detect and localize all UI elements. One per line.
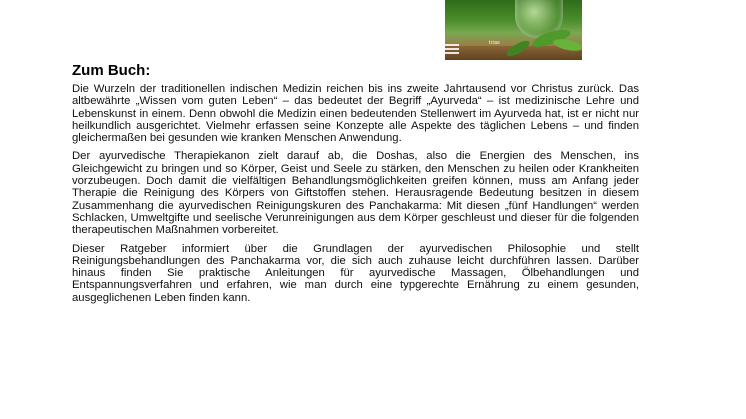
paragraph-2: Der ayurvedische Therapiekanon zielt darauf ab, die Doshas, also die Energien des Menschen, ins Gleichgewicht zu bringen und so Körper, Geist und Seele zu stärken, den Menschen zu heilen oder Krankheiten vorzubeugen. Doch damit die vielfältigen Behandlungsmöglichkeiten greifen können, muss am Anfang jeder Therapie die Reinigung des Körpers von Giftstoffen stehen. Herausragende Bedeutung besitzen in diesem Zusammenhang die ayurvedischen Reinigungskuren des Panchakarma: Mit diesen „fünf Handlungen“ werden Schlacken, Umweltgifte und seelische Verunreinigungen aus dem Körper geschleust und dieser für die folgenden therapeutischen Maßnahmen vorbereitet. xyxy=(72,150,639,237)
book-description xyxy=(72,83,639,310)
section-heading: Zum Buch: xyxy=(72,62,151,79)
paragraph-1: Die Wurzeln der traditionellen indischen Medizin reichen bis ins zweite Jahrtausend vor Christus zurück. Das altbewährte „Wissen vom guten Leben“ – das bedeutet der Begriff „Ayurveda“ – ist medizinische Lehre und Lebenskunst in einem. Denn obwohl die Medizin einen bedeutenden Stellenwert im Ayurveda hat, ist er nicht nur heilkundlich ausgerichtet. Vielmehr erfassen seine Konzepte alle Aspekte des täglichen Lebens – und finden gleichermaßen bei gesunden wie kranken Menschen Anwendung. xyxy=(72,83,639,145)
book-cover-image xyxy=(445,0,582,60)
paragraph-3: Dieser Ratgeber informiert über die Grundlagen der ayurvedischen Philosophie und stellt Reinigungsbehandlungen des Panchakarma vor, die sich auch zuhause leicht durchführen lassen. Darüber hinaus finden Sie praktische Anleitungen für ayurvedische Massagen, Ölbehandlungen und Entspannungsverfahren und erfahren, wie man durch eine typgerechte Ernährung zu einem gesunden, ausgeglichenen Leben finden kann. xyxy=(72,242,639,304)
cover-stripes xyxy=(445,44,459,60)
cover-brand-text: trias xyxy=(489,40,500,46)
